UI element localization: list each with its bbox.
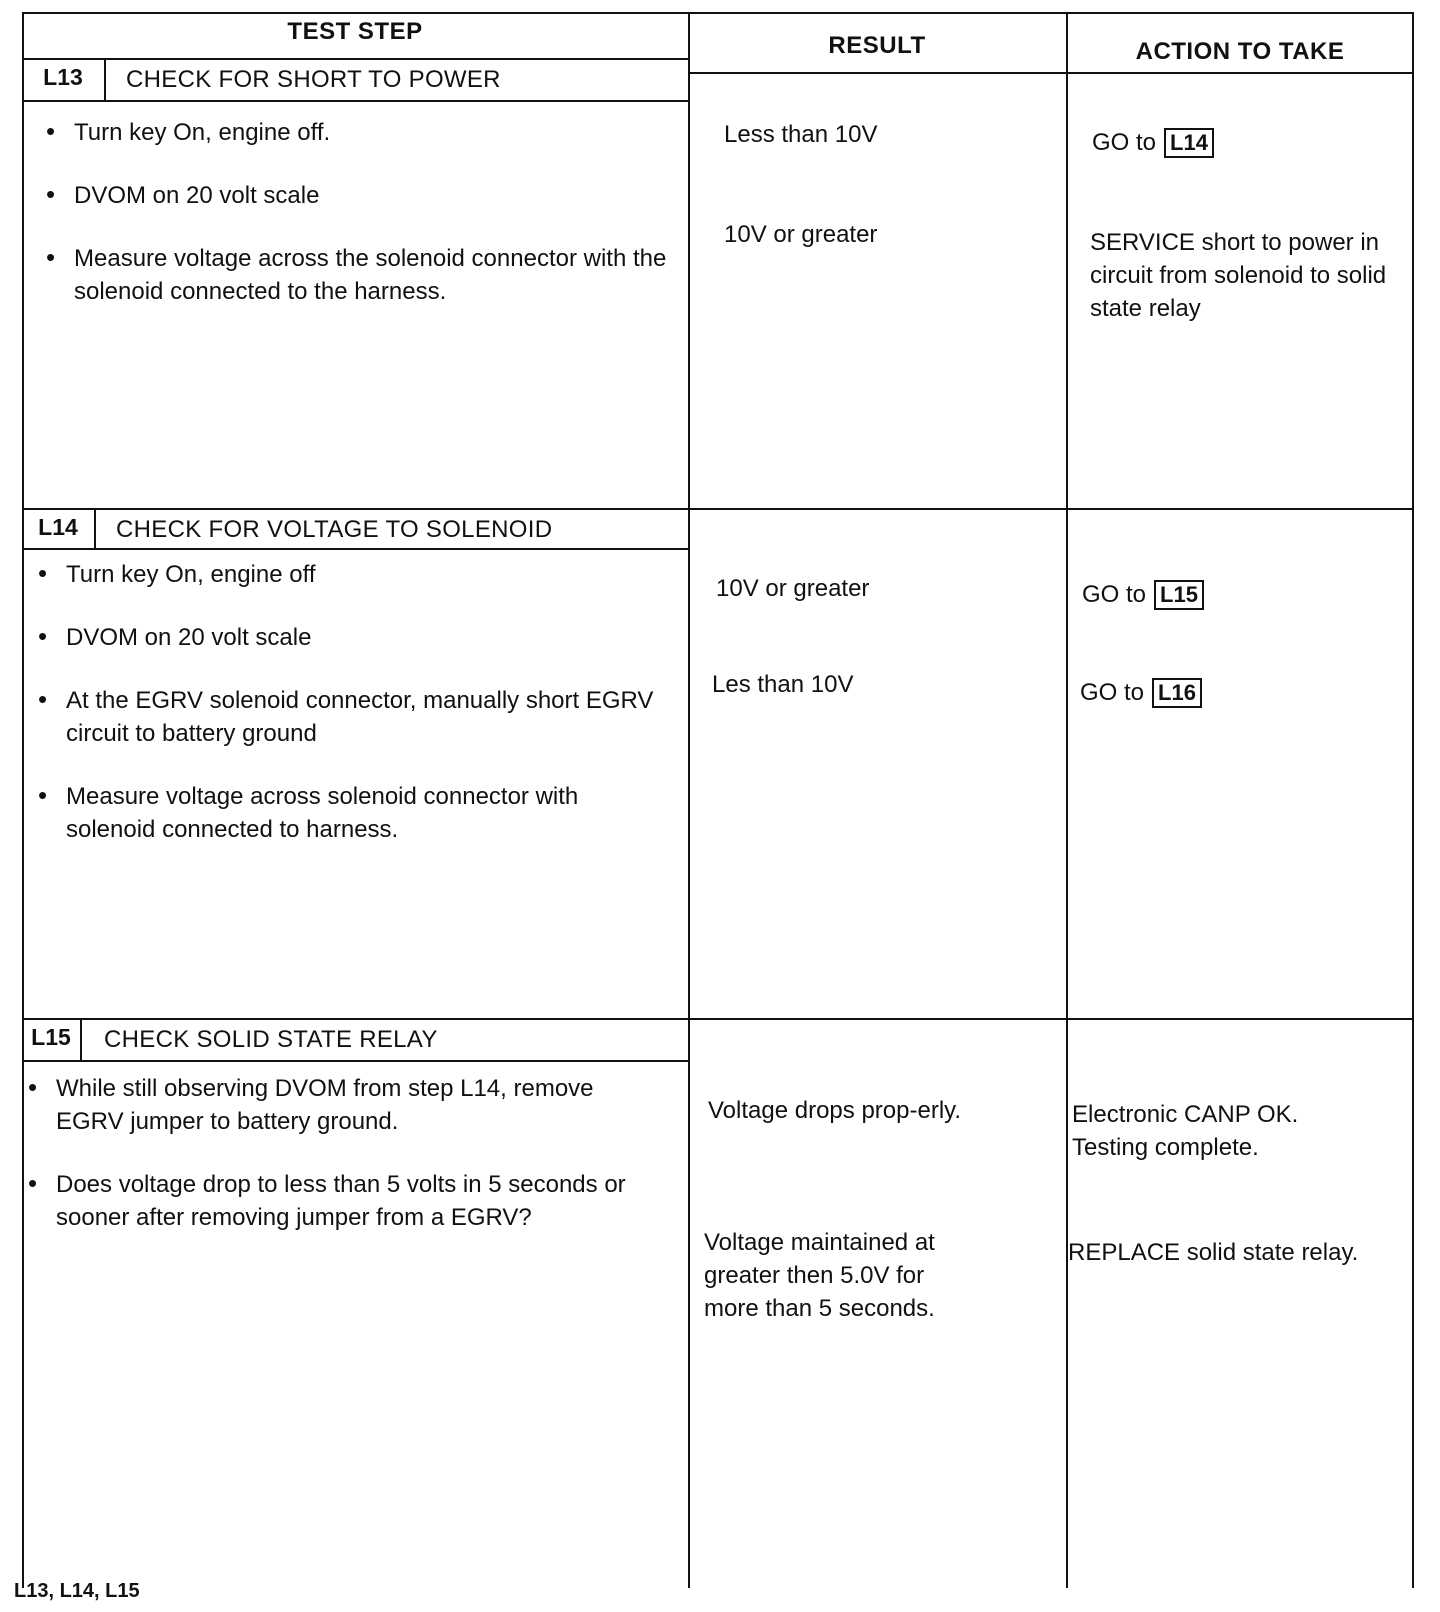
row-divider (22, 508, 1414, 510)
step-l13-bullets (44, 116, 674, 338)
list-item: • DVOM on 20 volt scale (36, 621, 666, 654)
list-item: • Measure voltage across solenoid connector with solenoid connected to harness. (36, 780, 666, 846)
step-l13-id-divider (104, 58, 106, 100)
result-text: Less than 10V (724, 121, 878, 148)
step-l13-title-divider (22, 100, 688, 102)
step-title: CHECK FOR SHORT TO POWER (126, 66, 501, 93)
action-text: REPLACE solid state relay. (1068, 1239, 1359, 1266)
list-item: • While still observing DVOM from step L14, remove EGRV jumper to battery ground. (26, 1072, 626, 1138)
list-item: • DVOM on 20 volt scale (44, 179, 674, 212)
step-l15-id-divider (80, 1018, 82, 1060)
step-l15-bullets (26, 1072, 626, 1264)
step-l14-bullets (36, 558, 666, 876)
column-divider-action (1066, 12, 1068, 1588)
list-item: • Does voltage drop to less than 5 volts in 5 seconds or sooner after removing jumper from a EGRV? (26, 1168, 626, 1234)
list-item: • Turn key On, engine off (36, 558, 666, 591)
result-text: Les than 10V (712, 671, 854, 698)
header-divider-test-step (22, 58, 688, 60)
action-text: Electronic CANP OK. Testing complete. (1072, 1101, 1299, 1161)
step-title: CHECK SOLID STATE RELAY (104, 1026, 438, 1053)
action-goto (1082, 578, 1382, 611)
result-text: Voltage drops prop-erly. (708, 1097, 962, 1124)
header-action: ACTION TO TAKE (1135, 38, 1345, 65)
result-text: Voltage maintained at greater then 5.0V for more than 5 seconds. (704, 1229, 935, 1322)
list-item: • Turn key On, engine off. (44, 116, 674, 149)
step-id: L14 (38, 514, 78, 540)
step-title: CHECK FOR VOLTAGE TO SOLENOID (116, 516, 553, 543)
page-footer: L13, L14, L15 (14, 1580, 140, 1602)
header-result: RESULT (828, 32, 926, 59)
header-divider-result-action (688, 72, 1414, 74)
action-text: SERVICE short to power in circuit from solenoid to solid state relay (1090, 229, 1387, 322)
action-goto-label: GO to (1082, 581, 1147, 608)
step-reference-box: L14 (1164, 128, 1214, 158)
action-goto-label: GO to (1092, 129, 1157, 156)
step-id: L13 (43, 64, 83, 90)
header-test-step: TEST STEP (287, 18, 423, 45)
action-goto (1092, 126, 1392, 159)
step-l15-title-divider (22, 1060, 688, 1062)
list-item: • At the EGRV solenoid connector, manually short EGRV circuit to battery ground (36, 684, 666, 750)
result-text: 10V or greater (724, 221, 878, 248)
column-divider-result (688, 12, 690, 1588)
row-divider (22, 1018, 1414, 1020)
step-l14-id-divider (94, 508, 96, 548)
step-l14-title-divider (22, 548, 688, 550)
action-goto-label: GO to (1080, 679, 1145, 706)
step-reference-box: L16 (1152, 678, 1202, 708)
result-text: 10V or greater (716, 575, 870, 602)
step-id: L15 (31, 1024, 71, 1050)
action-goto (1080, 676, 1380, 709)
list-item: • Measure voltage across the solenoid connector with the solenoid connected to the harness. (44, 242, 674, 308)
step-reference-box: L15 (1154, 580, 1204, 610)
